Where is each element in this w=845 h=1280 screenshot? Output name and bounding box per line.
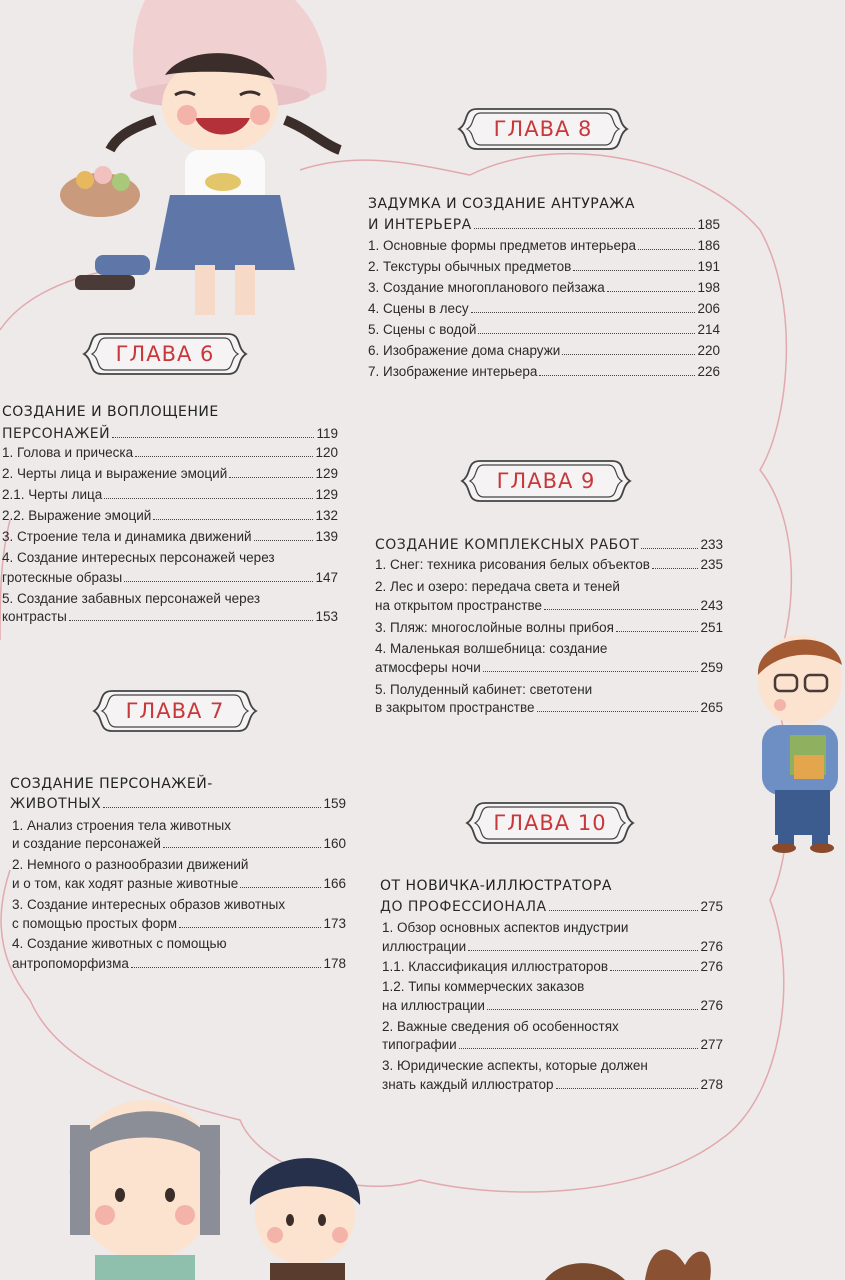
toc-entry (368, 299, 720, 319)
toc-entry-first-line: 2. Важные сведения об особенностях (382, 1019, 619, 1034)
toc-entry-title: 2. Черты лица и выражение эмоций (2, 466, 228, 481)
chapter-7-heading-page: 159 (323, 796, 346, 811)
toc-entry-first-line: 3. Создание интересных образов животных (12, 897, 286, 912)
toc-entry-page: 132 (315, 508, 338, 523)
toc-entry-title: 1.1. Классификация иллюстраторов (382, 959, 609, 974)
toc-entry-title: 3. Строение тела и динамика движений (2, 529, 252, 544)
toc-entry-first-line: 1. Анализ строения тела животных (12, 818, 231, 833)
chapter-6-heading: ПЕРСОНАЖЕЙ (2, 426, 111, 442)
toc-entry-page: 147 (315, 570, 338, 585)
toc-entry-first-line: 4. Маленькая волшебница: создание (375, 641, 608, 656)
toc-entry (375, 698, 723, 718)
toc-entry-title: 4. Сцены в лесу (368, 301, 469, 316)
toc-entry (2, 607, 338, 627)
toc-entry (368, 320, 720, 340)
chapter-10-heading-row (380, 897, 723, 917)
toc-entry (12, 954, 346, 974)
toc-entry-first-line: 1.2. Типы коммерческих заказов (382, 979, 585, 994)
toc-entry (2, 464, 338, 484)
toc-entry-first-line: 5. Создание забавных персонажей через (2, 591, 261, 606)
toc-entry-page: 160 (323, 836, 346, 851)
chapter-8-heading-page: 185 (697, 217, 720, 232)
chapter-10-title: ОТ НОВИЧКА-ИЛЛЮСТРАТОРА (380, 878, 612, 894)
toc-entry-page: 120 (315, 445, 338, 460)
chapter-6-title: СОЗДАНИЕ И ВОПЛОЩЕНИЕ (2, 404, 219, 420)
toc-entry-first-line: 2. Лес и озеро: передача света и теней (375, 579, 620, 594)
toc-entry (2, 568, 338, 588)
toc-entry-title: в закрытом пространстве (375, 700, 535, 715)
toc-entry-page: 265 (700, 700, 723, 715)
toc-entry-title: 1. Снег: техника рисования белых объектов (375, 557, 650, 572)
toc-entry-page: 278 (700, 1077, 723, 1092)
toc-entry (382, 957, 723, 977)
chapter-6-heading-page: 119 (316, 426, 338, 441)
toc-entry (368, 236, 720, 256)
chapter-9-badge (460, 455, 632, 507)
toc-entry-page: 276 (700, 959, 723, 974)
toc-entry-title: и о том, как ходят разные животные (12, 876, 239, 891)
toc-entry-title: 2.2. Выражение эмоций (2, 508, 152, 523)
toc-entry-first-line: 3. Юридические аспекты, которые должен (382, 1058, 648, 1073)
toc-entry-first-line: 1. Обзор основных аспектов индустрии (382, 920, 629, 935)
chapter-10-badge-label: ГЛАВА 10 (493, 811, 607, 835)
toc-entry (382, 937, 723, 957)
toc-entry (2, 506, 338, 526)
toc-entry (382, 1035, 723, 1055)
toc-entry-title: антропоморфизма (12, 956, 129, 971)
chapter-9-heading-page: 233 (700, 537, 723, 552)
chapter-9-heading: СОЗДАНИЕ КОМПЛЕКСНЫХ РАБОТ (375, 537, 640, 553)
toc-entry (382, 1075, 723, 1095)
toc-entry-page: 153 (315, 609, 338, 624)
toc-entry-page: 276 (700, 939, 723, 954)
toc-entry-title: 1. Голова и прическа (2, 445, 134, 460)
chapter-6-badge (82, 328, 248, 380)
toc-entry (2, 443, 338, 463)
toc-entry-title: 3. Создание многопланового пейзажа (368, 280, 605, 295)
toc-entry-title: с помощью простых форм (12, 916, 177, 931)
toc-entry-title: на иллюстрации (382, 998, 485, 1013)
toc-entry-page: 198 (697, 280, 720, 295)
chapter-7-badge (92, 685, 258, 737)
toc-entry-title: 5. Сцены с водой (368, 322, 477, 337)
toc-entry-page: 277 (700, 1037, 723, 1052)
toc-entry-title: и создание персонажей (12, 836, 161, 851)
toc-entry-title: 1. Основные формы предметов интерьера (368, 238, 636, 253)
chapter-8-badge (457, 103, 629, 155)
chapter-7-heading: ЖИВОТНЫХ (10, 796, 102, 812)
toc-entry-title: типографии (382, 1037, 457, 1052)
toc-entry-page: 214 (697, 322, 720, 337)
toc-entry-page: 191 (697, 259, 720, 274)
toc-entry-title: 3. Пляж: многослойные волны прибоя (375, 620, 614, 635)
toc-entry (12, 914, 346, 934)
toc-entry-page: 129 (315, 466, 338, 481)
toc-entry-page: 220 (697, 343, 720, 358)
toc-entry (368, 362, 720, 382)
toc-entry-page: 235 (700, 557, 723, 572)
toc-entry (2, 485, 338, 505)
toc-entry-title: 2. Текстуры обычных предметов (368, 259, 572, 274)
chapter-6-badge-label: ГЛАВА 6 (115, 342, 215, 366)
toc-entry-title: атмосферы ночи (375, 660, 481, 675)
chapter-8-heading: И ИНТЕРЬЕРА (368, 217, 472, 233)
toc-entry-page: 186 (697, 238, 720, 253)
toc-entry-title: знать каждый иллюстратор (382, 1077, 554, 1092)
chapter-7-title: СОЗДАНИЕ ПЕРСОНАЖЕЙ- (10, 776, 213, 792)
toc-entry-page: 259 (700, 660, 723, 675)
toc-entry (375, 618, 723, 638)
toc-entry (12, 834, 346, 854)
toc-entry (2, 527, 338, 547)
toc-entry-first-line: 5. Полуденный кабинет: светотени (375, 682, 593, 697)
toc-entry-title: 6. Изображение дома снаружи (368, 343, 561, 358)
chapter-10-heading: ДО ПРОФЕССИОНАЛА (380, 899, 547, 915)
girl-with-flower-basket-illustration (55, 0, 355, 335)
boy-with-glasses-holding-books-illustration (750, 620, 845, 855)
chapter-8-title: ЗАДУМКА И СОЗДАНИЕ АНТУРАЖА (368, 196, 635, 212)
chapter-9-badge-label: ГЛАВА 9 (496, 469, 596, 493)
toc-entry-title: гротескные образы (2, 570, 123, 585)
toc-entry-page: 226 (697, 364, 720, 379)
toc-entry-page: 178 (323, 956, 346, 971)
toc-entry-title: 2.1. Черты лица (2, 487, 103, 502)
toc-entry (368, 341, 720, 361)
toc-entry-page: 243 (700, 598, 723, 613)
chapter-7-badge-label: ГЛАВА 7 (125, 699, 225, 723)
toc-entry (368, 278, 720, 298)
toc-entry-title: контрасты (2, 609, 67, 624)
toc-entry (382, 996, 723, 1016)
chapter-8-heading-row (368, 215, 720, 235)
toc-entry (368, 257, 720, 277)
toc-entry-page: 206 (697, 301, 720, 316)
toc-entry-title: иллюстрации (382, 939, 467, 954)
chapter-10-heading-page: 275 (700, 899, 723, 914)
two-children-illustration (50, 1085, 390, 1280)
chapter-10-badge (465, 797, 635, 849)
toc-entry-first-line: 4. Создание интересных персонажей через (2, 550, 275, 565)
toc-entry-page: 251 (700, 620, 723, 635)
toc-entry-first-line: 2. Немного о разнообразии движений (12, 857, 249, 872)
toc-entry (375, 555, 723, 575)
toc-entry (12, 874, 346, 894)
toc-entry (375, 596, 723, 616)
toc-entry-page: 166 (323, 876, 346, 891)
chapter-7-heading-row (10, 794, 346, 814)
chapter-9-heading-row (375, 535, 723, 555)
toc-entry-page: 139 (315, 529, 338, 544)
toc-entry-first-line: 4. Создание животных с помощью (12, 936, 227, 951)
toc-entry-title: 7. Изображение интерьера (368, 364, 538, 379)
chapter-8-badge-label: ГЛАВА 8 (493, 117, 593, 141)
toc-entry (375, 658, 723, 678)
animal-ears-illustration (545, 1240, 745, 1280)
toc-entry-page: 129 (315, 487, 338, 502)
toc-entry-page: 276 (700, 998, 723, 1013)
toc-entry-page: 173 (323, 916, 346, 931)
chapter-6-heading-row (2, 424, 338, 444)
toc-entry-title: на открытом пространстве (375, 598, 542, 613)
